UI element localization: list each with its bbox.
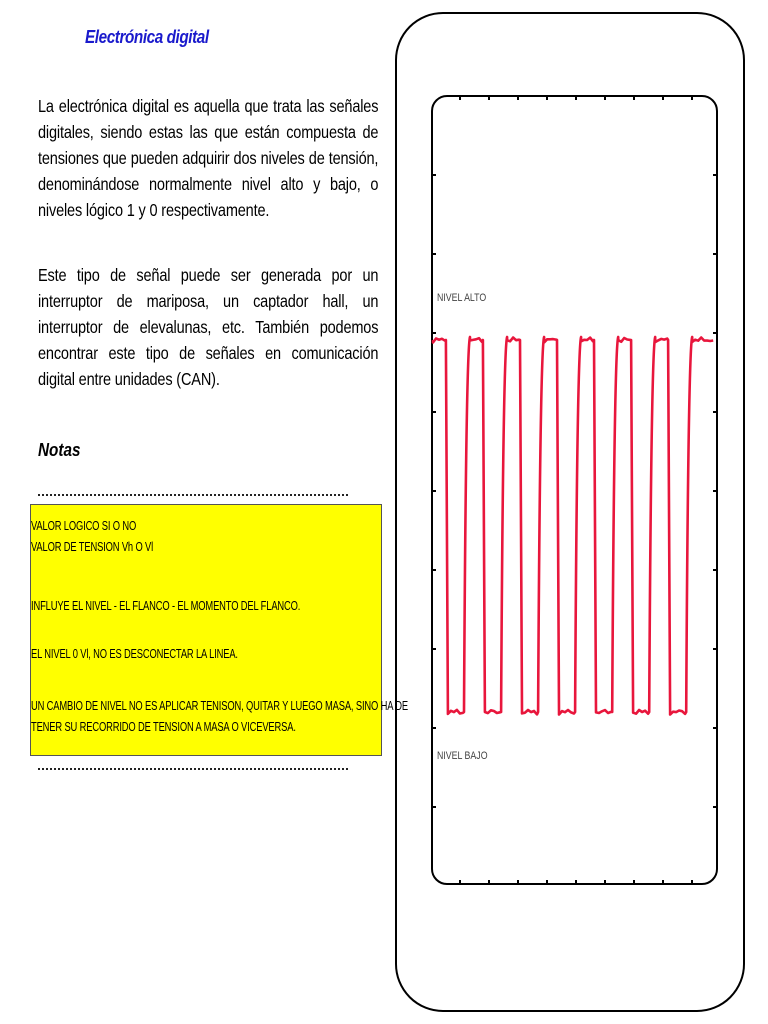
signal-sources-paragraph: Este tipo de señal puede ser generada por un interruptor de mariposa, un captador hall, un interruptor de elevalunas, etc. También podemos encontrar este tipo de señales en comunicación digital entre unidades (CAN). — [38, 265, 379, 389]
screen-tick-marks — [431, 95, 718, 885]
notes-heading: Notas — [38, 440, 81, 460]
intro-paragraph: La electrónica digital es aquella que trata las señales digitales, siendo estas las que están compuesta de tensiones que pueden adquirir dos niveles de tensión, denominándose normalmente nivel alto y bajo, o niveles lógico 1 y 0 respectivamente. — [38, 96, 379, 220]
note-voltage-value: VALOR DE TENSION Vh O Vl — [31, 539, 154, 554]
digital-signal-trace — [433, 337, 713, 715]
note-level-change-1: UN CAMBIO DE NIVEL NO ES APLICAR TENISON, QUITAR Y LUEGO MASA, SINO HA DE — [31, 698, 408, 713]
low-level-label: NIVEL BAJO — [437, 750, 488, 762]
note-level-zero: EL NIVEL 0 Vl, NO ES DESCONECTAR LA LINEA. — [31, 646, 238, 661]
note-level-edge: INFLUYE EL NIVEL - EL FLANCO - EL MOMENTO DEL FLANCO. — [31, 598, 301, 613]
note-logic-value: VALOR LOGICO SI O NO — [31, 518, 137, 533]
note-level-change-2: TENER SU RECORRIDO DE TENSION A MASA O VICEVERSA. — [31, 719, 296, 734]
document-title: Electrónica digital — [85, 27, 209, 47]
high-level-label: NIVEL ALTO — [437, 292, 487, 304]
